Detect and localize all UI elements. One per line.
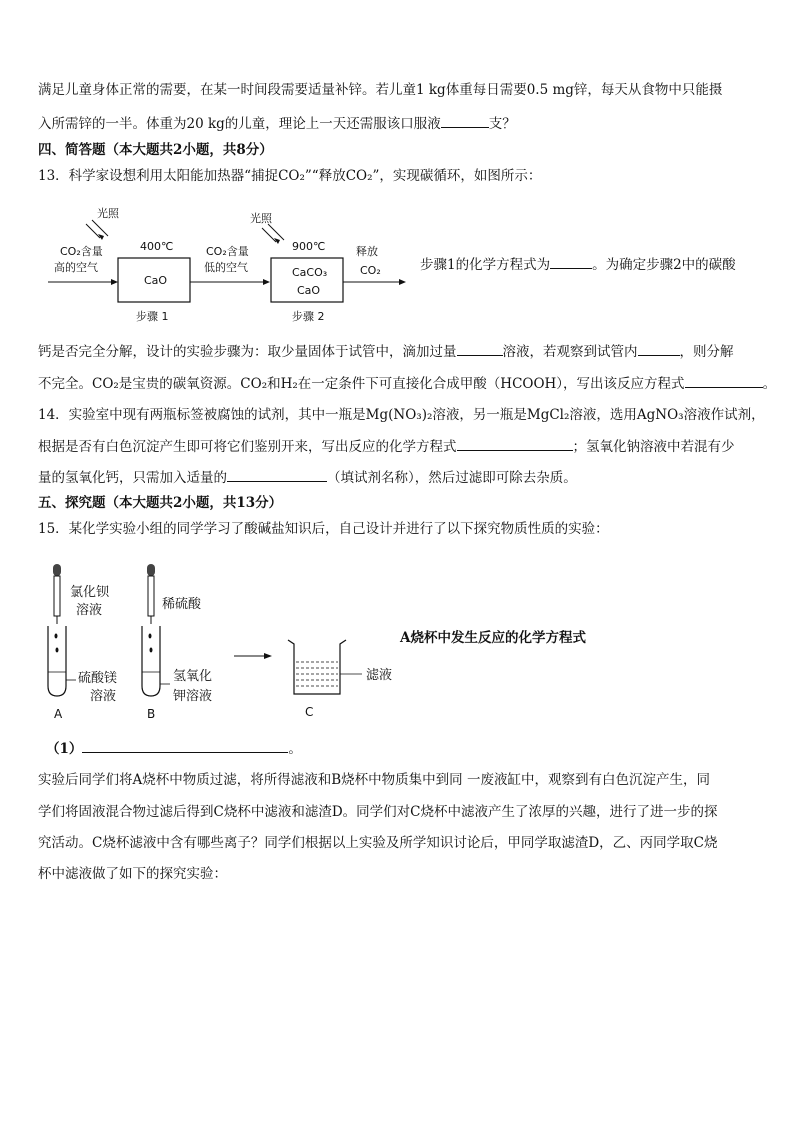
q13-intro: 13．科学家设想利用太阳能加热器“捕捉CO₂”“释放CO₂”，实现碳循环，如图所示：: [38, 168, 542, 184]
input-air-1a: CO₂含量: [60, 245, 103, 258]
tube-b-label-b: 钾溶液: [173, 689, 213, 704]
q13-observation-blank[interactable]: [638, 341, 680, 356]
temp-label-2: 900℃: [292, 240, 326, 253]
q15-para-3: 究活动。C烧杯滤液中含有哪些离子？同学们根据以上实验及所学知识讨论后，甲同学取滤渣D，乙、丙同学取C烧: [38, 835, 718, 851]
q14-equation-blank[interactable]: [457, 436, 573, 451]
q14-line-1: 14．实验室中现有两瓶标签被腐蚀的试剂，其中一瓶是Mg(NO₃)₂溶液，另一瓶是MgCl₂溶液，选用AgNO₃溶液作试剂，: [38, 407, 765, 423]
beaker-label: 滤液: [366, 668, 393, 683]
q13-side-text: [420, 254, 736, 275]
q12-line-2-end: 支？: [488, 116, 516, 132]
q13-line-3-a: 钙是否完全分解，设计的实验步骤为：取少量固体于试管中，滴加过量: [38, 344, 457, 360]
output-label-b: CO₂: [360, 264, 381, 277]
q15-answer-prefix: （1）: [46, 741, 83, 757]
dropper-a-tube: [54, 576, 60, 616]
section-4-heading: 四、简答题（本大题共2小题，共8分）: [38, 142, 273, 158]
q13-step1-equation-blank[interactable]: [550, 254, 592, 269]
q12-line-1: 满足儿童身体正常的需要，在某一时间段需要适量补锌。若儿童1 kg体重每日需要0.5 mg锌，每天从食物中只能摄: [38, 82, 723, 98]
step2-caption: 步骤 2: [292, 310, 325, 323]
q14-line-3-b: （填试剂名称），然后过滤即可除去杂质。: [327, 470, 577, 486]
input-air-1b: 高的空气: [54, 261, 98, 274]
q12-answer-blank[interactable]: [441, 113, 489, 128]
middle-arrowhead: [263, 279, 270, 285]
q13-line-4-b: 。: [762, 376, 777, 392]
q15-answer-suffix: 。: [288, 741, 302, 757]
process-arrowhead: [264, 653, 272, 659]
q13-line-4-a: 不完全。CO₂是宝贵的碳氧资源。CO₂和H₂在一定条件下可直接化合成甲酸（HCOOH），写出该反应方程式: [38, 376, 685, 392]
q14-reagent-blank[interactable]: [227, 467, 327, 482]
middle-air-b: 低的空气: [204, 261, 248, 274]
q12-line-2: [38, 113, 516, 134]
q15-para-1: 实验后同学们将A烧杯中物质过滤，将所得滤液和B烧杯中物质集中到同 一废液缸中，观察到有白色沉淀产生，同: [38, 772, 710, 788]
label-b: B: [147, 707, 156, 721]
q15-answer-line: [46, 738, 302, 759]
q14-line-2: [38, 436, 735, 457]
step2-box-label-b: CaO: [297, 284, 321, 297]
drop-b-1: [149, 634, 152, 639]
dropper-a-label-a: 氯化钡: [70, 585, 110, 600]
section-5-heading: 五、探究题（本大题共2小题，共13分）: [38, 495, 283, 511]
q13-side-text-b: 。为确定步骤2中的碳酸: [592, 257, 736, 273]
q15-intro: 15．某化学实验小组的同学学习了酸碱盐知识后，自己设计并进行了以下探究物质性质的实验：: [38, 521, 609, 537]
temp-label-1: 400℃: [140, 240, 174, 253]
q13-line-3: [38, 341, 734, 362]
q15-side-text: A烧杯中发生反应的化学方程式: [400, 630, 586, 646]
drop-b-2: [150, 648, 153, 653]
tube-a-liquid: [48, 672, 66, 696]
q14-line-2-a: 根据是否有白色沉淀产生即可将它们鉴别开来，写出反应的化学方程式: [38, 439, 457, 455]
dropper-b-label: 稀硫酸: [162, 597, 202, 612]
tube-a-label-b: 溶液: [90, 689, 117, 704]
step2-box-label-a: CaCO₃: [292, 266, 328, 279]
q14-line-3-a: 量的氢氧化钙，只需加入适量的: [38, 470, 227, 486]
q13-line-3-b: 溶液，若观察到试管内: [502, 344, 638, 360]
q13-diagram: [40, 204, 420, 326]
q13-line-3-c: ，则分解: [679, 344, 734, 360]
drop-a-2: [56, 648, 59, 653]
q12-line-2-text: 入所需锌的一半。体重为20 kg的儿童，理论上一天还需服该口服液: [38, 116, 441, 132]
dropper-a-label-b: 溶液: [76, 603, 103, 618]
q14-line-2-b: ；氢氧化钠溶液中若混有少: [572, 439, 735, 455]
q13-formic-equation-blank[interactable]: [685, 373, 763, 388]
input-arrowhead-1: [111, 279, 118, 285]
q15-diagram: [40, 560, 400, 726]
q13-reagent-blank[interactable]: [457, 341, 503, 356]
q15-answer-blank[interactable]: [82, 738, 288, 753]
step1-box-label: CaO: [144, 274, 168, 287]
label-c: C: [305, 705, 314, 719]
middle-air-a: CO₂含量: [206, 245, 249, 258]
q13-side-text-a: 步骤1的化学方程式为: [420, 257, 551, 273]
drop-a-1: [55, 634, 58, 639]
q13-line-4: [38, 373, 776, 394]
light-label-2: 光照: [250, 212, 272, 225]
tube-b-label-a: 氢氧化: [173, 669, 213, 684]
dropper-b-bulb: [147, 564, 155, 576]
output-label-a: 释放: [356, 245, 378, 258]
output-arrowhead: [399, 279, 406, 285]
tube-a-label-a: 硫酸镁: [78, 671, 118, 686]
q14-line-3: [38, 467, 577, 488]
dropper-b-tube: [148, 576, 154, 616]
dropper-a-bulb: [53, 564, 61, 576]
step1-caption: 步骤 1: [136, 310, 169, 323]
tube-b-liquid: [142, 672, 160, 696]
q15-para-2: 学们将固液混合物过滤后得到C烧杯中滤液和滤渣D。同学们对C烧杯中滤液产生了浓厚的兴趣，进行了进一步的探: [38, 804, 718, 820]
light-arrow-1b: [92, 220, 108, 236]
light-arrow-2b: [268, 224, 284, 240]
light-label-1: 光照: [97, 207, 119, 220]
q15-para-4: 杯中滤液做了如下的探究实验：: [38, 866, 227, 882]
label-a: A: [54, 707, 63, 721]
